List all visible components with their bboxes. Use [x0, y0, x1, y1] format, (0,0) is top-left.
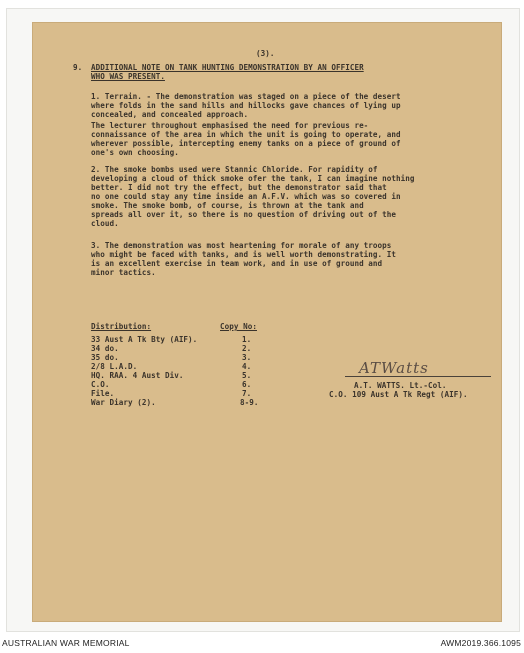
paragraph-line: connaissance of the area in which the unit is going to operate, and — [91, 130, 401, 139]
distribution-copy: 2. — [242, 344, 252, 353]
distribution-copy: 6. — [242, 380, 252, 389]
paragraph-smoke-bombs — [91, 165, 511, 228]
distribution-copy: 3. — [242, 353, 252, 362]
distribution-copy: 8-9. — [240, 398, 259, 407]
distribution-copy: 1. — [242, 335, 252, 344]
distribution-header: Distribution: — [91, 322, 152, 331]
heading-line-2: WHO WAS PRESENT. — [91, 72, 165, 81]
distribution-name: 33 Aust A Tk Bty (AIF). — [91, 335, 198, 344]
paragraph-line: The lecturer throughout emphasised the need for previous re- — [91, 121, 369, 130]
archive-reference: AWM2019.366.1095 — [440, 638, 521, 648]
paragraph-line: 3. The demonstration was most heartening for morale of any troops — [91, 241, 392, 250]
paragraph-line: one's own choosing. — [91, 148, 179, 157]
page-number: (3). — [256, 49, 275, 58]
document-page — [32, 22, 502, 622]
distribution-name: 35 do. — [91, 353, 119, 362]
paragraph-line: wherever possible, intercepting enemy tanks on a piece of ground of — [91, 139, 401, 148]
distribution-copy: 4. — [242, 362, 252, 371]
distribution-name: 2/8 L.A.D. — [91, 362, 138, 371]
distribution-copy: 7. — [242, 389, 252, 398]
paragraph-line: concealed, and concealed approach. — [91, 110, 249, 119]
signatory-title: C.O. 109 Aust A Tk Regt (AIF). — [329, 390, 468, 399]
paragraph-line: where folds in the sand hills and hillocks gave chances of lying up — [91, 101, 401, 110]
paragraph-line: 1. Terrain. - The demonstration was staged on a piece of the desert — [91, 92, 401, 101]
paragraph-terrain — [91, 92, 511, 119]
heading-line-1: ADDITIONAL NOTE ON TANK HUNTING DEMONSTRATION BY AN OFFICER — [91, 63, 364, 72]
archive-credit: AUSTRALIAN WAR MEMORIAL — [2, 638, 130, 648]
signature-line — [345, 376, 491, 377]
distribution-name: HQ. RAA. 4 Aust Div. — [91, 371, 184, 380]
paragraph-line: no one could stay any time inside an A.F.V. which was so covered in — [91, 192, 401, 201]
paragraph-line: who might be faced with tanks, and is well worth demonstrating. It — [91, 250, 397, 259]
scan-frame — [6, 8, 520, 632]
paragraph-line: better. I did not try the effect, but the demonstrator said that — [91, 183, 387, 192]
paragraph-reconnaissance — [91, 121, 511, 157]
handwritten-signature: ATWatts — [359, 359, 429, 377]
paragraph-line: is an excellent exercise in team work, and in use of ground and — [91, 259, 383, 268]
paragraph-line: smoke. The smoke bomb, of course, is thrown at the tank and — [91, 201, 364, 210]
paragraph-line: 2. The smoke bombs used were Stannic Chloride. For rapidity of — [91, 165, 378, 174]
copy-number-header: Copy No: — [220, 322, 257, 331]
paragraph-line: spreads all over it, so there is no question of driving out of the — [91, 210, 397, 219]
signatory-name: A.T. WATTS. Lt.-Col. — [354, 381, 447, 390]
distribution-name: War Diary (2). — [91, 398, 156, 407]
distribution-name: C.O. — [91, 380, 110, 389]
paragraph-morale — [91, 241, 511, 277]
distribution-name: 34 do. — [91, 344, 119, 353]
distribution-name: File. — [91, 389, 115, 398]
heading-number: 9. — [73, 63, 83, 72]
distribution-copy: 5. — [242, 371, 252, 380]
paragraph-line: cloud. — [91, 219, 119, 228]
paragraph-line: minor tactics. — [91, 268, 156, 277]
paragraph-line: developing a cloud of thick smoke ofer the tank, I can imagine nothing — [91, 174, 415, 183]
